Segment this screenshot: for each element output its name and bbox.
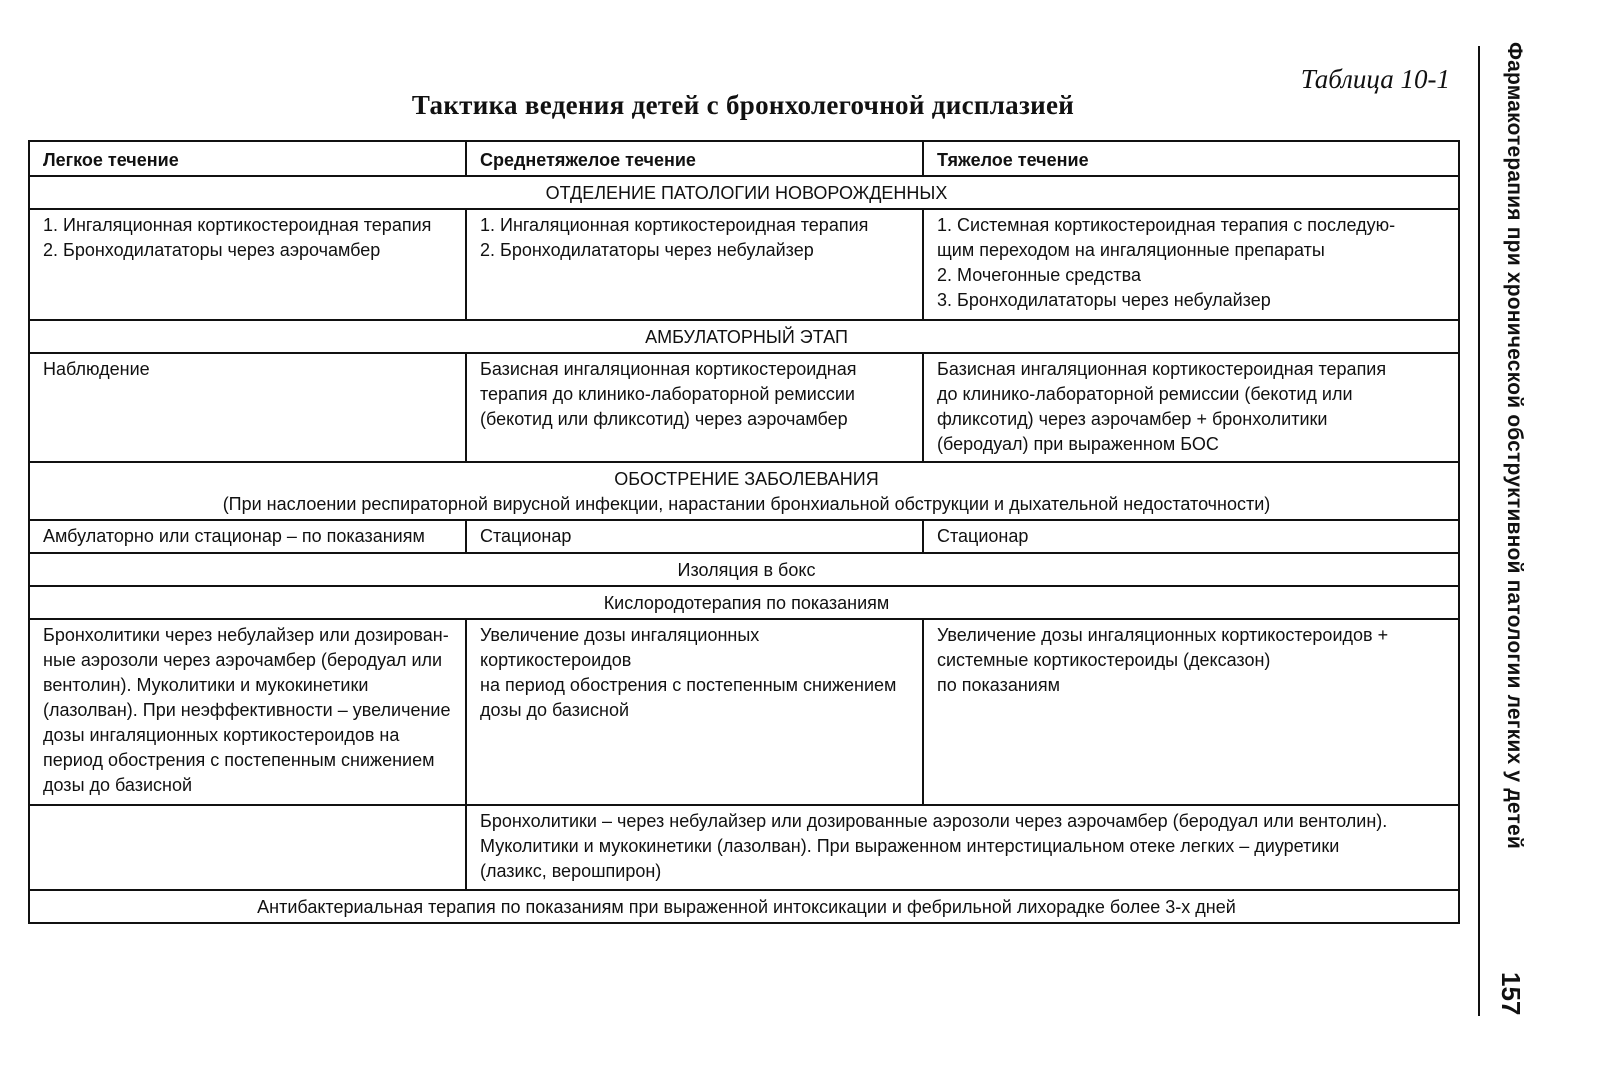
outpatient-row xyxy=(29,353,1459,462)
header-mild: Легкое течение xyxy=(29,141,466,176)
cell-line: терапия до клинико-лабораторной ремиссии xyxy=(480,384,855,404)
cell-line: 2. Бронходилататоры через аэрочамбер xyxy=(43,240,381,260)
table-label: Таблица 10-1 xyxy=(1300,64,1450,94)
side-rule xyxy=(1478,46,1480,1016)
cell-line: щим переходом на ингаляционные препараты xyxy=(937,240,1325,260)
cell-line: (лазолван). При неэффективности – увеличение xyxy=(43,700,451,720)
cell-line: системные кортикостероиды (дексазон) xyxy=(937,650,1271,670)
cell-line: 1. Системная кортикостероидная терапия с последую- xyxy=(937,215,1396,235)
bronchodilator-mild-empty-cell xyxy=(29,805,466,890)
isolation-row xyxy=(29,553,1459,586)
exacerbation-row xyxy=(29,619,1459,805)
cell-line: 2. Мочегонные средства xyxy=(937,265,1141,285)
cell-line: Наблюдение xyxy=(43,359,150,379)
section-title-outpatient: АМБУЛАТОРНЫЙ ЭТАП xyxy=(29,320,1459,353)
outpatient-mild-cell xyxy=(29,353,466,462)
outpatient-moderate-cell xyxy=(466,353,923,462)
cell-line: Увеличение дозы ингаляционных кортикостероидов xyxy=(480,625,760,670)
running-title: Фармакотерапия при хронической обструктивной патологии легких у детей xyxy=(1503,42,1526,849)
cell-line: Базисная ингаляционная кортикостероидная xyxy=(480,359,857,379)
cell-line: на период обострения с постепенным снижением xyxy=(480,675,897,695)
cell-line: Бронхолитики – через небулайзер или дозированные аэрозоли через аэрочамбер (беродуал или вентолин). xyxy=(480,811,1388,831)
oxygen-row xyxy=(29,586,1459,619)
bronchodilator-combined-cell xyxy=(466,805,1459,890)
isolation-cell: Изоляция в бокс xyxy=(29,553,1459,586)
header-moderate: Среднетяжелое течение xyxy=(466,141,923,176)
cell-line: Бронхолитики через небулайзер или дозирован- xyxy=(43,625,449,645)
exacerbation-title: ОБОСТРЕНИЕ ЗАБОЛЕВАНИЯ xyxy=(614,469,879,489)
header-severe: Тяжелое течение xyxy=(923,141,1459,176)
cell-line: Базисная ингаляционная кортикостероидная терапия xyxy=(937,359,1387,379)
neonatal-row xyxy=(29,209,1459,320)
cell-line: фликсотид) через аэрочамбер + бронхолитики xyxy=(937,409,1328,429)
exacerbation-subtitle: (При наслоении респираторной вирусной инфекции, нарастании бронхиальной обструкции и дыхательной недостаточности) xyxy=(222,494,1271,514)
section-title-neonatal: ОТДЕЛЕНИЕ ПАТОЛОГИИ НОВОРОЖДЕННЫХ xyxy=(29,176,1459,209)
cell-line: по показаниям xyxy=(937,675,1060,695)
cell-line: до клинико-лабораторной ремиссии (бекотид или xyxy=(937,384,1353,404)
cell-line: 1. Ингаляционная кортикостероидная терапия xyxy=(480,215,869,235)
exacerbation-severe-cell xyxy=(923,619,1459,805)
header-row xyxy=(29,141,1459,176)
section-row-neonatal xyxy=(29,176,1459,209)
antibacterial-cell: Антибактериальная терапия по показаниям при выраженной интоксикации и фебрильной лихорадке более 3-х дней xyxy=(29,890,1459,923)
setting-moderate-cell: Стационар xyxy=(466,520,923,553)
cell-line: период обострения с постепенным снижением xyxy=(43,750,435,770)
cell-line: дозы до базисной xyxy=(480,700,630,720)
neonatal-moderate-cell xyxy=(466,209,923,320)
cell-line: вентолин). Муколитики и мукокинетики xyxy=(43,675,369,695)
section-row-outpatient xyxy=(29,320,1459,353)
section-title-exacerbation xyxy=(29,462,1459,520)
exacerbation-mild-cell xyxy=(29,619,466,805)
management-table xyxy=(28,140,1460,924)
cell-line: 2. Бронходилататоры через небулайзер xyxy=(480,240,814,260)
setting-row xyxy=(29,520,1459,553)
cell-line: ные аэрозоли через аэрочамбер (беродуал или xyxy=(43,650,443,670)
oxygen-cell: Кислородотерапия по показаниям xyxy=(29,586,1459,619)
page-number: 157 xyxy=(1496,972,1526,1016)
neonatal-mild-cell xyxy=(29,209,466,320)
antibacterial-row xyxy=(29,890,1459,923)
bronchodilator-row xyxy=(29,805,1459,890)
cell-line: 3. Бронходилататоры через небулайзер xyxy=(937,290,1271,310)
section-row-exacerbation xyxy=(29,462,1459,520)
cell-line: 1. Ингаляционная кортикостероидная терапия xyxy=(43,215,432,235)
neonatal-severe-cell xyxy=(923,209,1459,320)
cell-line: (лазикс, верошпирон) xyxy=(480,861,662,881)
setting-severe-cell: Стационар xyxy=(923,520,1459,553)
cell-line: Увеличение дозы ингаляционных кортикостероидов + xyxy=(937,625,1389,645)
cell-line: (бекотид или фликсотид) через аэрочамбер xyxy=(480,409,848,429)
cell-line: дозы до базисной xyxy=(43,775,193,795)
exacerbation-moderate-cell xyxy=(466,619,923,805)
table-title: Тактика ведения детей с бронхолегочной дисплазией xyxy=(411,90,1075,120)
cell-line: Муколитики и мукокинетики (лазолван). При выраженном интерстициальном отеке легких – диуретики xyxy=(480,836,1340,856)
cell-line: дозы ингаляционных кортикостероидов на xyxy=(43,725,400,745)
cell-line: (беродуал) при выраженном БОС xyxy=(937,434,1219,454)
setting-mild-cell: Амбулаторно или стационар – по показаниям xyxy=(29,520,466,553)
outpatient-severe-cell xyxy=(923,353,1459,462)
